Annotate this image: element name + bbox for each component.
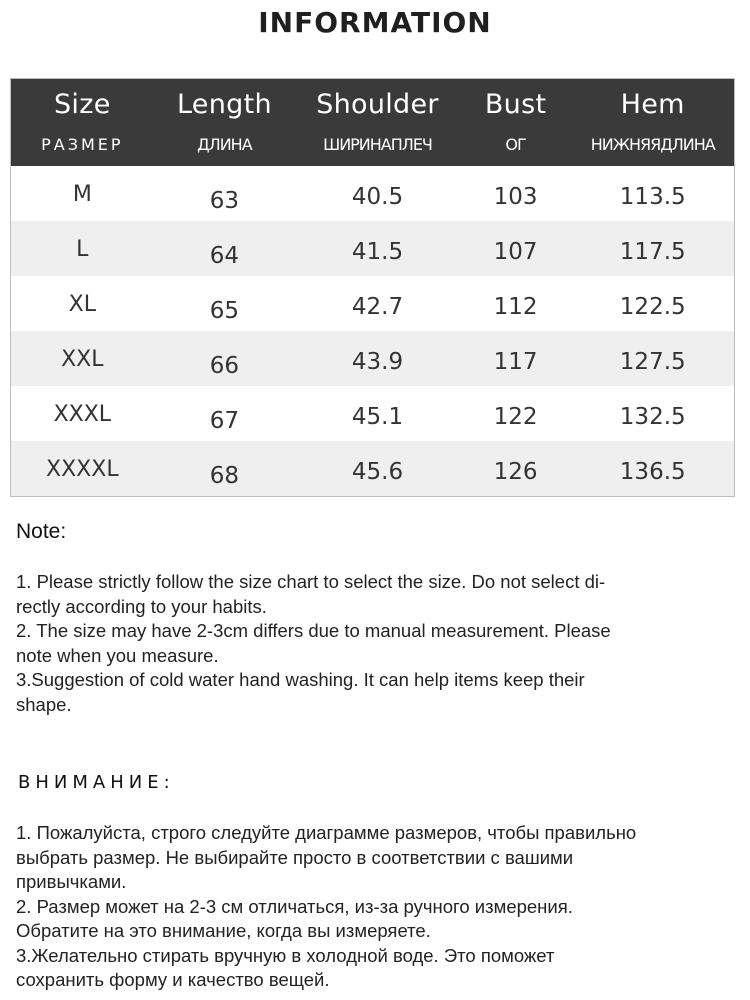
header-hem-ru: НИЖНЯЯДЛИНА [590, 135, 715, 154]
table-row [11, 221, 734, 276]
header-size-ru: РАЗМЕР [41, 135, 124, 154]
table-row [11, 276, 734, 331]
header-shoulder-ru: ШИРИНАПЛЕЧ [323, 135, 432, 154]
table-row [11, 166, 734, 221]
header-length-ru: ДЛИНА [197, 135, 252, 154]
ru-note-line: 3.Желательно стирать вручную в холодной воде. Это поможет [16, 944, 555, 966]
ru-note-line: выбрать размер. Не выбирайте просто в соответствии с вашими [16, 846, 574, 868]
cell-length: 67 [209, 408, 240, 434]
header-shoulder-en: Shoulder [316, 89, 439, 120]
cell-shoulder: 42.7 [351, 294, 404, 320]
cell-size: XXXL [53, 402, 112, 427]
cell-shoulder: 45.6 [351, 459, 404, 485]
cell-bust: 117 [493, 349, 538, 375]
header-shoulder [295, 79, 460, 166]
header-size-en: Size [53, 89, 111, 120]
cell-length: 66 [209, 353, 240, 379]
table-header [11, 79, 734, 166]
ru-note-line: 2. Размер может на 2-3 см отличаться, из-за ручного измерения. [16, 895, 573, 917]
note-line: shape. [16, 693, 72, 715]
note-line: rectly according to your habits. [16, 595, 267, 617]
note-heading: Note: [16, 520, 67, 543]
cell-size: XXL [61, 347, 104, 372]
table-row [11, 441, 734, 496]
size-chart-table [10, 78, 735, 497]
cell-bust: 126 [493, 459, 538, 485]
header-size [11, 79, 154, 166]
cell-shoulder: 43.9 [351, 349, 404, 375]
header-bust-en: Bust [484, 89, 547, 120]
cell-length: 68 [209, 463, 240, 489]
cell-shoulder: 40.5 [351, 184, 404, 210]
cell-hem: 117.5 [619, 239, 686, 265]
page-title: INFORMATION [258, 6, 492, 39]
cell-length: 63 [209, 188, 240, 214]
note-line: 1. Please strictly follow the size chart to select the size. Do not select di- [16, 571, 606, 592]
header-bust-ru: ОГ [505, 135, 526, 154]
cell-length: 64 [209, 243, 240, 269]
header-length [154, 79, 296, 166]
cell-hem: 132.5 [619, 404, 686, 430]
cell-bust: 112 [493, 294, 538, 320]
note-line: note when you measure. [16, 644, 219, 666]
ru-note-text [16, 821, 736, 993]
ru-note-line: Обратите на это внимание, когда вы измеряете. [16, 920, 431, 941]
cell-hem: 127.5 [619, 349, 686, 375]
cell-hem: 136.5 [619, 459, 686, 485]
cell-size: M [72, 182, 92, 207]
cell-bust: 107 [493, 239, 538, 265]
cell-length: 65 [209, 298, 240, 324]
header-length-en: Length [176, 89, 272, 120]
header-hem [571, 79, 734, 166]
cell-hem: 113.5 [619, 184, 686, 210]
cell-size: XXXXL [46, 457, 119, 482]
cell-shoulder: 45.1 [351, 404, 404, 430]
note-text [16, 570, 731, 717]
header-hem-en: Hem [620, 89, 685, 120]
note-line: 2. The size may have 2-3cm differs due to manual measurement. Please [16, 620, 611, 641]
ru-note-line: сохранить форму и качество вещей. [16, 969, 330, 990]
cell-shoulder: 41.5 [351, 239, 404, 265]
cell-size: XL [68, 292, 96, 317]
cell-size: L [76, 237, 89, 262]
cell-bust: 122 [493, 404, 538, 430]
ru-note-heading: ВНИМАНИЕ: [18, 772, 175, 793]
cell-hem: 122.5 [619, 294, 686, 320]
ru-note-line: привычками. [16, 871, 127, 892]
header-bust [460, 79, 572, 166]
ru-note-line: 1. Пожалуйста, строго следуйте диаграмме размеров, чтобы правильно [16, 822, 637, 843]
table-row [11, 386, 734, 441]
cell-bust: 103 [493, 184, 538, 210]
table-row [11, 331, 734, 386]
note-line: 3.Suggestion of cold water hand washing. It can help items keep their [16, 669, 585, 690]
